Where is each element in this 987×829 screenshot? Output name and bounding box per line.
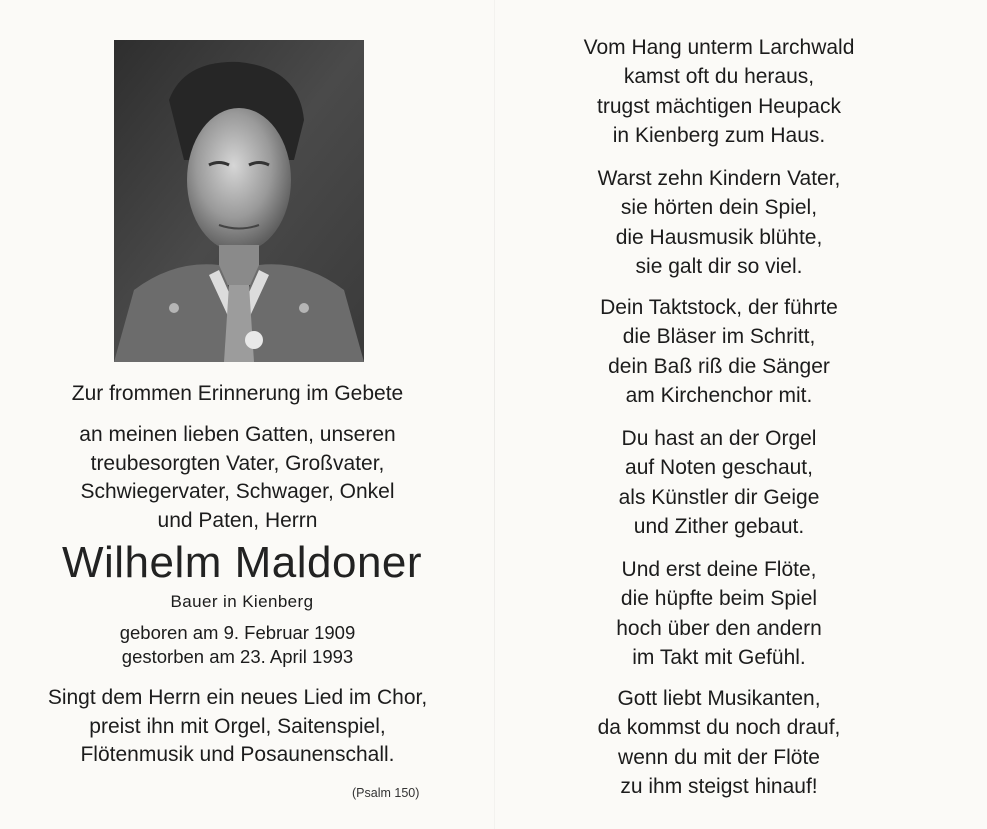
- poem-stanza: [494, 424, 944, 541]
- psalm-verse: [0, 684, 475, 770]
- life-dates: [0, 621, 475, 669]
- poem-line: Dein Taktstock, der führte: [600, 296, 838, 319]
- dedication-line: Schwiegervater, Schwager, Onkel: [80, 480, 395, 503]
- poem-line: am Kirchenchor mit.: [625, 383, 813, 407]
- poem-line: da kommst du noch drauf,: [597, 716, 841, 740]
- poem-line: Vom Hang unterm Larchwald: [583, 36, 855, 59]
- dedication-text: [0, 421, 475, 535]
- poem-line: die hüpfte beim Spiel: [620, 587, 818, 611]
- poem-stanza: [494, 555, 944, 672]
- psalm-line: Singt dem Herrn ein neues Lied im Chor,: [47, 686, 428, 709]
- death-date: gestorben am 23. April 1993: [121, 646, 354, 667]
- poem-stanza: [494, 293, 944, 410]
- dedication-line: treubesorgten Vater, Großvater,: [90, 451, 385, 475]
- dedication-line: an meinen lieben Gatten, unseren: [79, 423, 396, 446]
- right-panel: [494, 0, 987, 829]
- psalm-line: preist ihn mit Orgel, Saitenspiel,: [89, 714, 386, 738]
- poem-stanza: [494, 33, 944, 150]
- poem-line: hoch über den andern: [616, 616, 822, 640]
- poem-stanza: [494, 164, 944, 281]
- poem-line: Warst zehn Kindern Vater,: [597, 167, 841, 190]
- poem-line: sie galt dir so viel.: [635, 254, 803, 278]
- poem-line: auf Noten geschaut,: [625, 456, 813, 480]
- poem-line: kamst oft du heraus,: [623, 65, 815, 89]
- psalm-line: Flötenmusik und Posaunenschall.: [80, 743, 395, 766]
- poem-line: im Takt mit Gefühl.: [632, 645, 806, 669]
- deceased-occupation: Bauer in Kienberg: [170, 592, 314, 611]
- deceased-name: Wilhelm Maldoner: [61, 538, 423, 587]
- dedication-line: und Paten, Herrn: [157, 508, 318, 532]
- portrait-photo: [114, 40, 364, 362]
- poem-line: trugst mächtigen Heupack: [597, 94, 841, 118]
- poem-line: sie hörten dein Spiel,: [620, 196, 818, 220]
- portrait-image: [114, 40, 364, 362]
- poem-line: die Bläser im Schritt,: [622, 325, 816, 349]
- poem-line: Und erst deine Flöte,: [621, 558, 817, 581]
- poem-line: Gott liebt Musikanten,: [617, 687, 821, 710]
- poem-line: zu ihm steigst hinauf!: [620, 774, 818, 798]
- dedication-heading: Zur frommen Erinnerung im Gebete: [71, 382, 404, 405]
- poem-line: wenn du mit der Flöte: [618, 745, 820, 769]
- poem-line: dein Baß riß die Sänger: [608, 354, 830, 378]
- poem-line: die Hausmusik blühte,: [615, 225, 823, 249]
- poem-stanza: [494, 684, 944, 801]
- poem-line: als Künstler dir Geige: [618, 485, 820, 509]
- poem-line: in Kienberg zum Haus.: [612, 123, 826, 147]
- poem-line: und Zither gebaut.: [633, 514, 805, 538]
- poem-line: Du hast an der Orgel: [621, 427, 817, 450]
- birth-date: geboren am 9. Februar 1909: [119, 622, 356, 643]
- psalm-source: (Psalm 150): [352, 786, 420, 800]
